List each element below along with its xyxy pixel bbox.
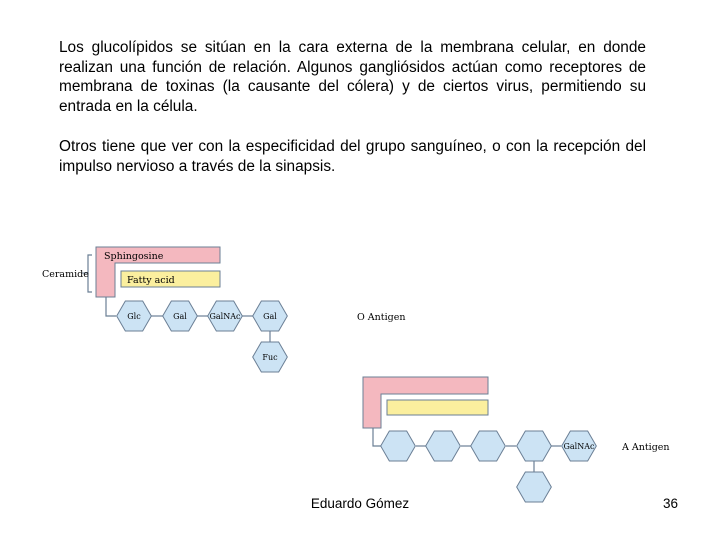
o-connector xyxy=(106,297,116,316)
o-sugar-glc xyxy=(117,301,152,331)
footer-author: Eduardo Gómez xyxy=(310,496,410,511)
ceramide-label: Ceramide xyxy=(42,269,89,280)
a-fatty-acid-bar xyxy=(387,400,488,415)
page-number: 36 xyxy=(662,496,678,511)
a-sugar-galnac xyxy=(562,431,597,461)
a-sugar-2 xyxy=(426,431,461,461)
a-sugar-1 xyxy=(381,431,416,461)
o-antigen-glycolipid xyxy=(42,247,405,372)
paragraph-glycolipids-location: Los glucolípidos se sitúan en la cara externa de la membrana celular, en donde realizan una función de relación. Algunos gangliósidos actúan como receptores de membrana de toxinas (la causante del cólera) y de ciertos virus, permitiendo su entrada en la célula. xyxy=(59,39,646,115)
sphingosine-label: Sphingosine xyxy=(104,251,164,262)
a-sugar-branch xyxy=(517,472,552,502)
o-sugar-gal xyxy=(163,301,198,331)
svg-text:GalNAc: GalNAc xyxy=(563,442,595,451)
a-antigen-label: A Antigen xyxy=(622,442,670,453)
o-sugar-galnac xyxy=(208,301,243,331)
a-sugar-4 xyxy=(517,431,552,461)
svg-text:Glc: Glc xyxy=(127,312,141,321)
o-antigen-label: O Antigen xyxy=(357,312,406,323)
svg-text:Gal: Gal xyxy=(263,312,277,321)
a-sugar-3 xyxy=(471,431,506,461)
paragraph-glycolipids-specificity: Otros tiene que ver con la especificidad del grupo sanguíneo, o con la recepción del impulso nervioso a través de la sinapsis. xyxy=(59,138,646,175)
a-connector xyxy=(373,428,381,446)
o-sugar-fuc xyxy=(253,342,288,372)
svg-text:Fuc: Fuc xyxy=(262,353,278,362)
svg-text:GalNAc: GalNAc xyxy=(209,312,241,321)
svg-text:Gal: Gal xyxy=(173,312,187,321)
fatty-acid-label: Fatty acid xyxy=(127,275,175,286)
o-sugar-gal-terminal xyxy=(253,301,288,331)
a-antigen-glycolipid xyxy=(363,377,670,502)
